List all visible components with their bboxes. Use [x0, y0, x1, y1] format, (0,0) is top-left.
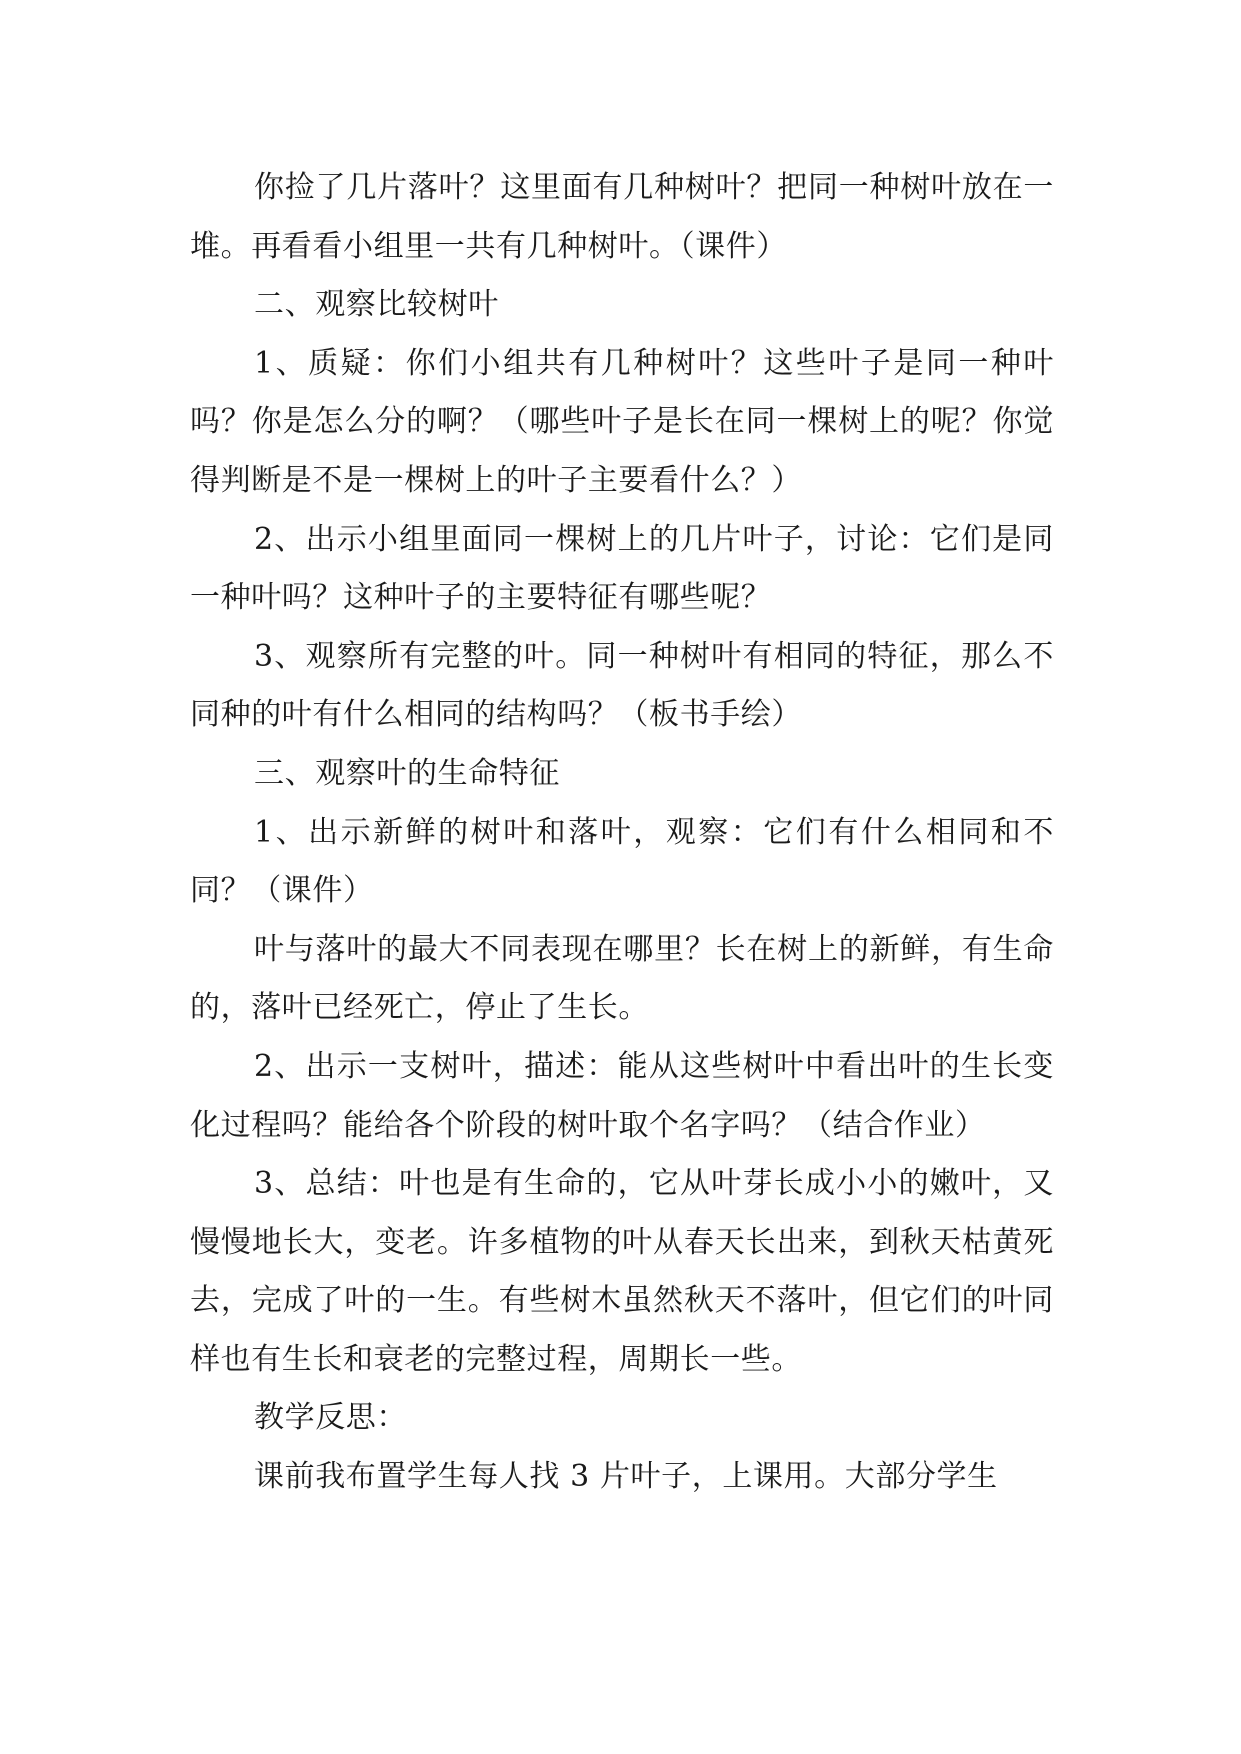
paragraph-fresh-vs-fallen: 1、出示新鲜的树叶和落叶，观察：它们有什么相同和不同？（课件） — [190, 814, 1054, 909]
paragraph-reflection: 课前我布置学生每人找 3 片叶子，上课用。大部分学生 — [254, 1459, 998, 1495]
heading-section-three: 三、观察叶的生命特征 — [254, 755, 560, 791]
heading-teaching-reflection: 教学反思： — [254, 1400, 407, 1436]
paragraph-growth-process: 2、出示一支树叶，描述：能从这些树叶中看出叶的生长变化过程吗？能给各个阶段的树叶取个名字吗？（结合作业） — [190, 1048, 1054, 1143]
paragraph-summary: 3、总结：叶也是有生命的，它从叶芽长成小小的嫩叶，又慢慢地长大，变老。许多植物的叶从春天长出来，到秋天枯黄死去，完成了叶的一生。有些树木虽然秋天不落叶，但它们的叶同样也有生长和衰老的完整过程，周期长一些。 — [190, 1166, 1054, 1377]
document-body — [190, 159, 1054, 1507]
paragraph-question: 1、质疑：你们小组共有几种树叶？这些叶子是同一种叶吗？你是怎么分的啊？（哪些叶子是长在同一棵树上的呢？你觉得判断是不是一棵树上的叶子主要看什么？） — [190, 345, 1054, 498]
paragraph-biggest-difference: 叶与落叶的最大不同表现在哪里？长在树上的新鲜，有生命的，落叶已经死亡，停止了生长。 — [190, 931, 1054, 1026]
paragraph-collect-leaves: 你捡了几片落叶？这里面有几种树叶？把同一种树叶放在一堆。再看看小组里一共有几种树叶。（课件） — [190, 170, 1054, 264]
heading-section-two: 二、观察比较树叶 — [254, 287, 499, 323]
paragraph-observe-structure: 3、观察所有完整的叶。同一种树叶有相同的特征，那么不同种的叶有什么相同的结构吗？（板书手绘） — [190, 638, 1054, 733]
paragraph-discussion: 2、出示小组里面同一棵树上的几片叶子，讨论：它们是同一种叶吗？这种叶子的主要特征有哪些呢？ — [190, 521, 1054, 616]
